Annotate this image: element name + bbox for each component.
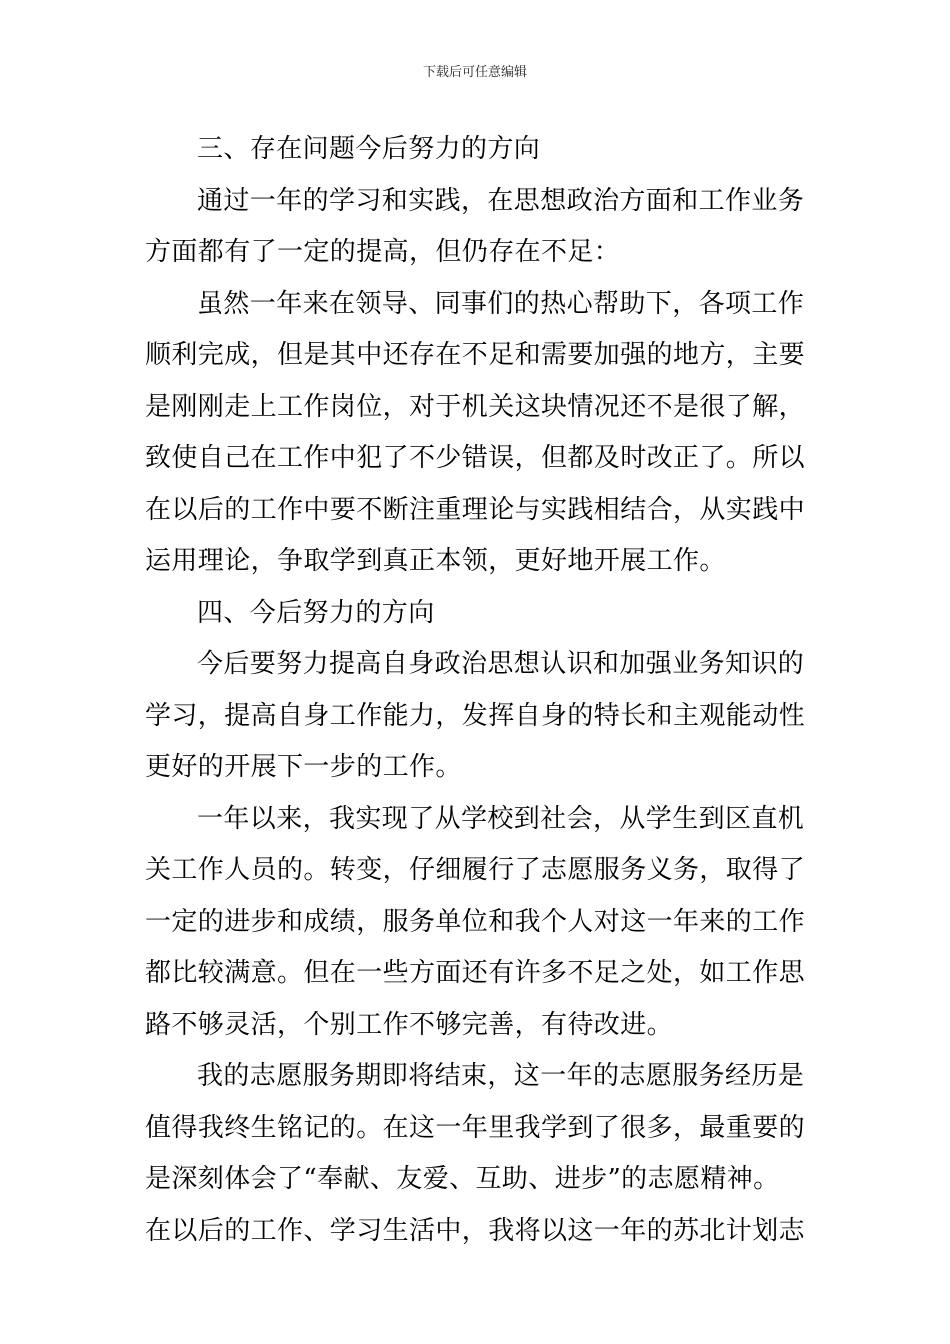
text-line: 学习，提高自身工作能力，发挥自身的特长和主观能动性 xyxy=(145,700,806,731)
text-line: 我的志愿服务期即将结束，这一年的志愿服务经历是 xyxy=(197,1061,805,1091)
text-line: 致使自己在工作中犯了不少错误，但都及时改正了。所以 xyxy=(145,443,806,473)
text-line: 在以后的工作中要不断注重理论与实践相结合，从实践中 xyxy=(145,494,806,525)
text-line: 一年以来，我实现了从学校到社会，从学生到区直机 xyxy=(197,803,805,834)
text-line: 顺利完成，但是其中还存在不足和需要加强的地方，主要 xyxy=(145,340,806,370)
text-line: 都比较满意。但在一些方面还有许多不足之处，如工作思 xyxy=(145,958,806,988)
text-line: 四、今后努力的方向 xyxy=(197,597,435,628)
text-line: 虽然一年来在领导、同事们的热心帮助下，各项工作 xyxy=(197,288,805,319)
text-line: 通过一年的学习和实践，在思想政治方面和工作业务 xyxy=(197,185,805,216)
text-line: 关工作人员的。转变，仔细履行了志愿服务义务，取得了 xyxy=(145,855,806,885)
text-line: 三、存在问题今后努力的方向 xyxy=(197,134,541,164)
text-line: 今后要努力提高自身政治思想认识和加强业务知识的 xyxy=(197,649,805,679)
text-line: 是深刻体会了“奉献、友爱、互助、进步”的志愿精神。 xyxy=(145,1164,780,1194)
page-header: 下载后可任意编辑 xyxy=(422,65,527,80)
text-line: 更好的开展下一步的工作。 xyxy=(145,752,462,782)
text-line: 值得我终生铭记的。在这一年里我学到了很多，最重要的 xyxy=(145,1112,806,1143)
text-line: 运用理论，争取学到真正本领，更好地开展工作。 xyxy=(145,546,726,576)
document-body xyxy=(145,124,807,1257)
text-line: 一定的进步和成绩，服务单位和我个人对这一年来的工作 xyxy=(145,906,806,937)
text-line: 路不够灵活，个别工作不够完善，有待改进。 xyxy=(145,1009,674,1040)
text-line: 在以后的工作、学习生活中，我将以这一年的苏北计划志 xyxy=(145,1215,806,1246)
text-line: 方面都有了一定的提高，但仍存在不足： xyxy=(145,237,621,267)
text-line: 是刚刚走上工作岗位，对于机关这块情况还不是很了解， xyxy=(145,391,806,422)
